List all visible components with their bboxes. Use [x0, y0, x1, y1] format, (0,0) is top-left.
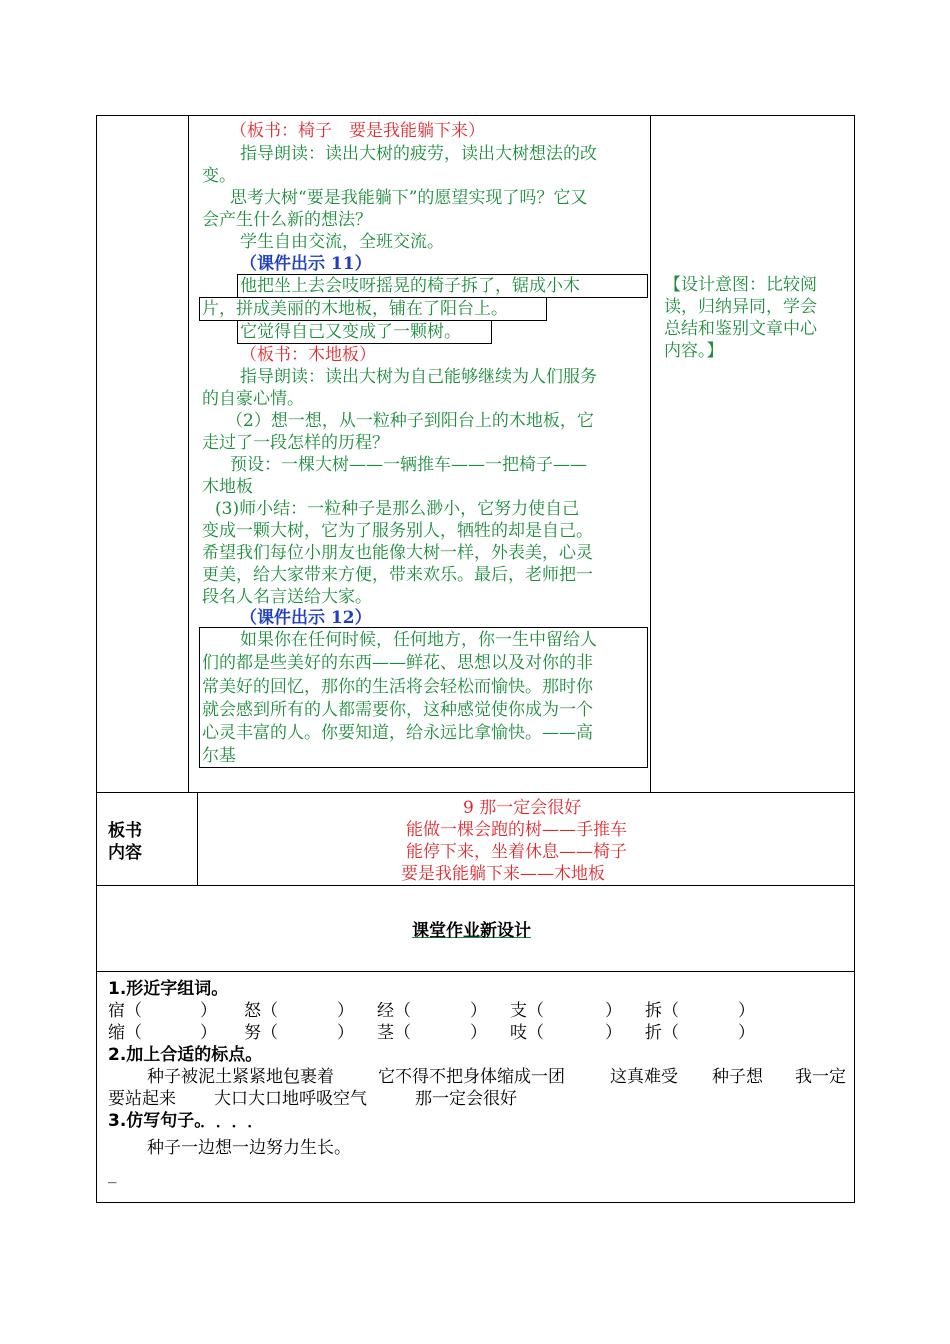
q1-row2-item: 茎（ [377, 1023, 411, 1043]
table-bottom-border [96, 1202, 855, 1203]
q1-row2-item: ） [738, 1023, 755, 1043]
row-divider-board [96, 885, 855, 886]
quote-line: 心灵丰富的人。你要知道，给永远比拿愉快。——高 [202, 723, 593, 743]
q2-phrase: 那一定会很好 [415, 1089, 517, 1109]
content-line: 段名人名言送给大家。 [202, 587, 372, 607]
content-line: 学生自由交流，全班交流。 [240, 232, 444, 252]
content-line: (3)师小结：一粒种子是那么渺小，它努力使自己 [215, 499, 580, 519]
content-line: 木地板 [202, 477, 253, 497]
board-line: 能停下来，坐着休息——椅子 [406, 842, 627, 862]
q2-phrase: 种子想 [712, 1067, 763, 1087]
design-intent-line: 读，归纳异同，学会 [664, 297, 817, 317]
homework-title: 课堂作业新设计 [412, 921, 531, 941]
quote-line: 片，拼成美丽的木地板，铺在了阳台上。 [202, 299, 508, 319]
board-line: 能做一棵会跑的树——手推车 [406, 820, 627, 840]
q3-answer-blank: _ [108, 1164, 117, 1184]
content-line: 变。 [202, 166, 236, 186]
quote-line: 他把坐上去会吱呀摇晃的椅子拆了，锯成小木 [240, 276, 580, 296]
content-line: 的自豪心情。 [202, 389, 304, 409]
board-line: 要是我能躺下来——木地板 [401, 864, 605, 884]
q1-row1-item: ） [337, 1001, 354, 1021]
q1-row2-item: 努（ [244, 1023, 278, 1043]
q2-phrase: 它不得不把身体缩成一团 [378, 1067, 565, 1087]
table-right-border [854, 115, 855, 1202]
q1-row2-item: 折（ [645, 1023, 679, 1043]
row-divider-upper [96, 792, 855, 793]
q1-row1-item: ） [200, 1001, 217, 1021]
board-note-chair: （板书：椅子 要是我能躺下来） [230, 121, 485, 141]
quote-line: 尔基 [202, 746, 236, 766]
board-label-1: 板书 [108, 821, 142, 841]
design-intent-line: 内容。】 [664, 341, 724, 361]
upper-col-divider-2 [650, 115, 651, 792]
quote-line: 常美好的回忆，那你的生活将会轻松而愉快。那时你 [202, 677, 593, 697]
courseware-label-12: （课件出示 12） [240, 608, 372, 628]
q1-row1-item: 宿（ [108, 1001, 142, 1021]
q1-row1-item: ） [470, 1001, 487, 1021]
design-intent-line: 【设计意图：比较阅 [664, 275, 817, 295]
quote-line: 们的都是些美好的东西——鲜花、思想以及对你的非 [202, 653, 593, 673]
content-line: 走过了一段怎样的历程？ [202, 433, 389, 453]
q2-phrase: 我一定 [795, 1067, 846, 1087]
q2-title: 2.加上合适的标点。 [108, 1045, 263, 1065]
q1-row2-item: 缩（ [108, 1023, 142, 1043]
quote-line: 如果你在任何时候，任何地方，你一生中留给人 [240, 630, 597, 650]
content-line: 预设：一棵大树——一辆推车——一把椅子—— [230, 455, 587, 475]
board-title: 9 那一定会很好 [463, 798, 582, 818]
content-line: （2）想一想，从一粒种子到阳台上的木地板，它 [226, 411, 594, 431]
quote-line: 它觉得自己又变成了一颗树。 [240, 322, 461, 342]
board-note-floor: （板书：木地板） [240, 345, 376, 365]
row-divider-homework-title [96, 971, 855, 972]
content-line: 希望我们每位小朋友也能像大树一样，外表美，心灵 [202, 543, 593, 563]
q2-phrase: 大口大口地呼吸空气 [214, 1089, 367, 1109]
content-line: 指导朗读：读出大树为自己能够继续为人们服务 [240, 367, 597, 387]
q1-row1-item: 支（ [510, 1001, 544, 1021]
table-left-border [96, 115, 97, 1202]
q1-row2-item: ） [605, 1023, 622, 1043]
content-line: 更美，给大家带来方便，带来欢乐。最后，老师把一 [202, 565, 593, 585]
quote-line: 就会感到所有的人都需要你，这种感觉使你成为一个 [202, 700, 593, 720]
design-intent-line: 总结和鉴别文章中心 [664, 319, 817, 339]
q1-row2-item: ） [337, 1023, 354, 1043]
q1-row2-item: ） [200, 1023, 217, 1043]
q3-sentence: 种子一边想一边努力生长。 [147, 1138, 351, 1158]
q1-row1-item: 拆（ [645, 1001, 679, 1021]
table-top-border [96, 115, 855, 116]
board-col-divider [197, 792, 198, 885]
q2-phrase: 这真难受 [610, 1067, 678, 1087]
q3-emphasis-dots: · · · · [200, 1119, 256, 1135]
q1-title: 1.形近字组词。 [108, 979, 229, 999]
courseware-label-11: （课件出示 11） [240, 254, 372, 274]
upper-col-divider-1 [188, 115, 189, 792]
q1-row1-item: 怒（ [244, 1001, 278, 1021]
q1-row2-item: ） [470, 1023, 487, 1043]
content-line: 思考大树“要是我能躺下”的愿望实现了吗？它又 [230, 188, 588, 208]
q1-row1-item: ） [605, 1001, 622, 1021]
content-line: 会产生什么新的想法？ [202, 210, 372, 230]
q3-title: 3.仿写句子。 [108, 1111, 212, 1131]
q1-row2-item: 吱（ [510, 1023, 544, 1043]
board-label-2: 内容 [108, 843, 142, 863]
content-line: 变成一颗大树，它为了服务别人，牺牲的却是自己。 [202, 521, 593, 541]
q2-phrase: 种子被泥土紧紧地包裹着 [147, 1067, 334, 1087]
q1-row1-item: 经（ [377, 1001, 411, 1021]
content-line: 指导朗读：读出大树的疲劳，读出大树想法的改 [240, 144, 597, 164]
q1-row1-item: ） [738, 1001, 755, 1021]
q2-phrase: 要站起来 [108, 1089, 176, 1109]
